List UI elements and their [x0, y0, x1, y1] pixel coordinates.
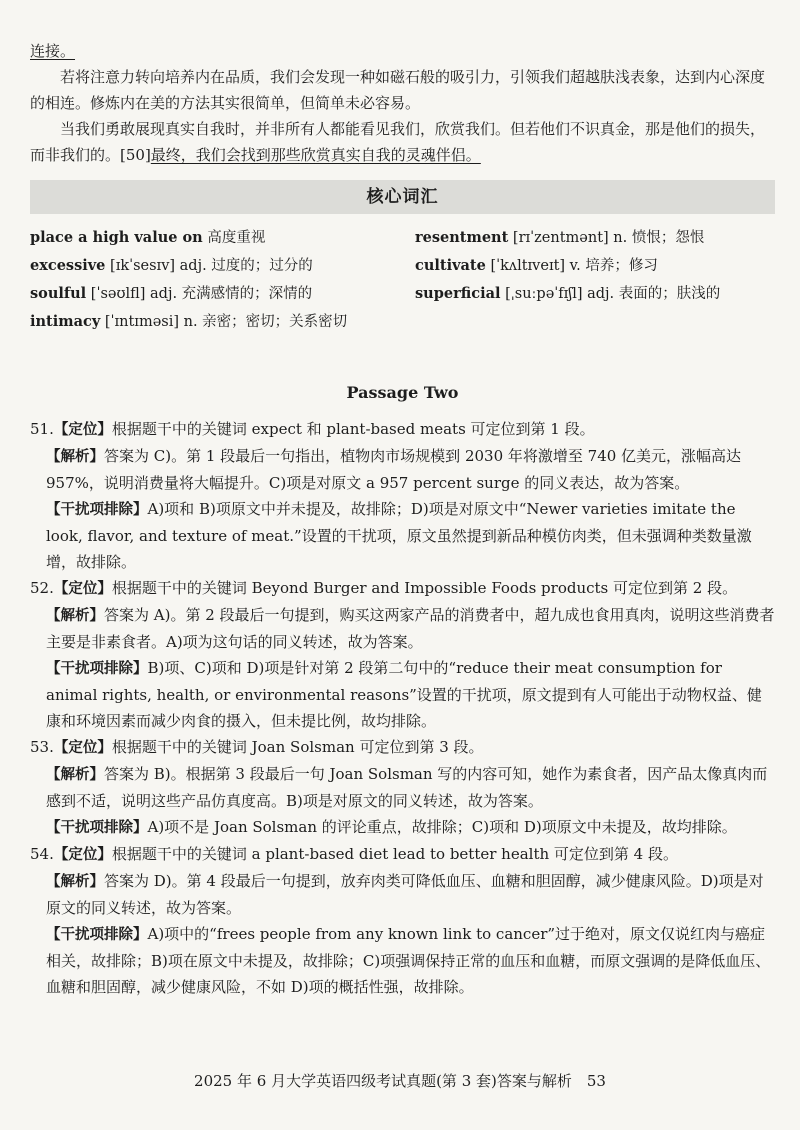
question-locate [30, 416, 775, 443]
continued-line: 连接。 [30, 42, 76, 60]
question-exclude [46, 921, 775, 1000]
vocab-def: [ˈɪntɪməsi] n. 亲密；密切；关系密切 [100, 314, 348, 330]
exclude-tag: 【干扰项排除】 [46, 502, 148, 518]
vocab-heading: 核心词汇 [30, 180, 775, 214]
exclude-tag: 【干扰项排除】 [46, 661, 148, 677]
question-52 [30, 575, 775, 734]
locate-text: 根据题干中的关键词 Joan Solsman 可定位到第 3 段。 [111, 738, 484, 756]
question-locate [30, 734, 775, 761]
question-locate [30, 575, 775, 602]
vocab-def: [ɪkˈsesɪv] adj. 过度的；过分的 [105, 258, 313, 274]
paragraph-2-text: 当我们勇敢展现真实自我时，并非所有人都能看见我们，欣赏我们。但若他们不识真金，那是他们的损失，而非我们的。[50] [30, 120, 766, 164]
paragraph-2 [30, 116, 775, 168]
vocab-word: soulful [30, 285, 87, 302]
vocab-word: intimacy [30, 313, 101, 330]
vocab-item [415, 224, 775, 252]
analysis-text: 答案为 A)。第 2 段最后一句提到，购买这两家产品的消费者中，超九成也食用真肉，说明这些消费者主要是非素食者。A)项为这句话的同义转述，故为答案。 [46, 606, 775, 651]
exclude-text: A)项和 B)项原文中并未提及，故排除；D)项是对原文中“Newer varieties imitate the look, flavor, and texture of meat.”设置的干扰项，原文虽然提到新品种模仿肉类，但未强调种类数量激增，故排除。 [46, 500, 752, 571]
analysis-tag: 【解析】 [46, 608, 104, 624]
analysis-text: 答案为 D)。第 4 段最后一句提到，放弃肉类可降低血压、血糖和胆固醇，减少健康风险。D)项是对原文的同义转述，故为答案。 [46, 872, 764, 917]
locate-tag: 【定位】 [53, 740, 112, 756]
question-53 [30, 734, 775, 841]
vocab-item [30, 280, 400, 308]
locate-text: 根据题干中的关键词 Beyond Burger and Impossible Foods products 可定位到第 2 段。 [111, 579, 738, 597]
vocab-def: [rɪˈzentmənt] n. 愤恨；怨恨 [508, 230, 705, 246]
locate-tag: 【定位】 [53, 581, 112, 597]
analysis-text: 答案为 C)。第 1 段最后一句指出，植物肉市场规模到 2030 年将激增至 740 亿美元，涨幅高达 957%，说明消费量将大幅提升。C)项是对原文 a 957 percent surge 的同义表达，故为答案。 [46, 447, 742, 492]
exclude-tag: 【干扰项排除】 [46, 820, 148, 836]
exclude-tag: 【干扰项排除】 [46, 927, 148, 943]
analysis-tag: 【解析】 [46, 767, 104, 783]
exclude-text: B)项、C)项和 D)项是针对第 2 段第二句中的“reduce their meat consumption for animal rights, health, or environmental reasons”设置的干扰项，原文提到有人可能出于动物权益、健康和环境因素而减少肉食的摄入，但未提比例，故均排除。 [46, 659, 762, 730]
locate-tag: 【定位】 [53, 422, 112, 438]
vocab-word: superficial [415, 285, 501, 302]
question-analysis [46, 443, 775, 496]
vocab-word: resentment [415, 229, 509, 246]
vocab-def: [ˈkʌltɪveɪt] v. 培养；修习 [485, 258, 658, 274]
passage-title: Passage Two [346, 383, 459, 402]
locate-text: 根据题干中的关键词 expect 和 plant-based meats 可定位到第 1 段。 [111, 420, 595, 438]
vocab-def: [ˌsuːpəˈfɪʃl] adj. 表面的；肤浅的 [500, 286, 721, 302]
question-number: 53. [30, 738, 54, 756]
vocab-item [30, 224, 400, 252]
page-content [30, 38, 775, 1000]
vocab-item [30, 252, 400, 280]
vocab-word: place a high value on [30, 229, 203, 246]
locate-text: 根据题干中的关键词 a plant-based diet lead to better health 可定位到第 4 段。 [111, 845, 678, 863]
locate-tag: 【定位】 [53, 847, 112, 863]
page-footer: 2025 年 6 月大学英语四级考试真题(第 3 套)答案与解析 53 [194, 1072, 606, 1090]
vocab-word: excessive [30, 257, 106, 274]
vocab-def: [ˈsəʊlfl] adj. 充满感情的；深情的 [86, 286, 313, 302]
paragraph-1: 若将注意力转向培养内在品质，我们会发现一种如磁石般的吸引力，引领我们超越肤浅表象，达到内心深度的相连。修炼内在美的方法其实很简单，但简单未必容易。 [30, 68, 766, 112]
question-number: 52. [30, 579, 54, 597]
exclude-text: A)项中的“frees people from any known link to cancer”过于绝对，原文仅说红肉与癌症相关，故排除；B)项在原文中未提及，故排除；C)项强调保持正常的血压和血糖，而原文强调的是降低血压、血糖和胆固醇，减少健康风险，不如 D)项的概括性强，故排除。 [46, 925, 771, 996]
vocab-item [30, 308, 400, 336]
vocab-word: cultivate [415, 257, 486, 274]
vocab-left-column [30, 224, 400, 336]
analysis-text: 答案为 B)。根据第 3 段最后一句 Joan Solsman 写的内容可知，她作为素食者，因产品太像真肉而感到不适，说明这些产品仿真度高。B)项是对原文的同义转述，故为答案。 [46, 765, 768, 810]
exclude-text: A)项不是 Joan Solsman 的评论重点，故排除；C)项和 D)项原文中未提及，故均排除。 [147, 818, 737, 836]
question-number: 51. [30, 420, 54, 438]
analysis-tag: 【解析】 [46, 449, 104, 465]
question-analysis [46, 602, 775, 655]
vocab-def: 高度重视 [202, 230, 266, 246]
question-exclude [46, 496, 775, 575]
question-locate [30, 841, 775, 868]
vocab-item [415, 252, 775, 280]
question-exclude [46, 655, 775, 734]
vocab-item [415, 280, 775, 308]
vocab-list [30, 224, 775, 336]
question-51 [30, 416, 775, 575]
paragraph-2-underlined: 最终，我们会找到那些欣赏真实自我的灵魂伴侣。 [150, 146, 481, 164]
question-number: 54. [30, 845, 54, 863]
question-analysis [46, 761, 775, 814]
analysis-tag: 【解析】 [46, 874, 104, 890]
vocab-right-column [415, 224, 775, 336]
question-exclude [46, 814, 775, 841]
question-analysis [46, 868, 775, 921]
question-54 [30, 841, 775, 1000]
